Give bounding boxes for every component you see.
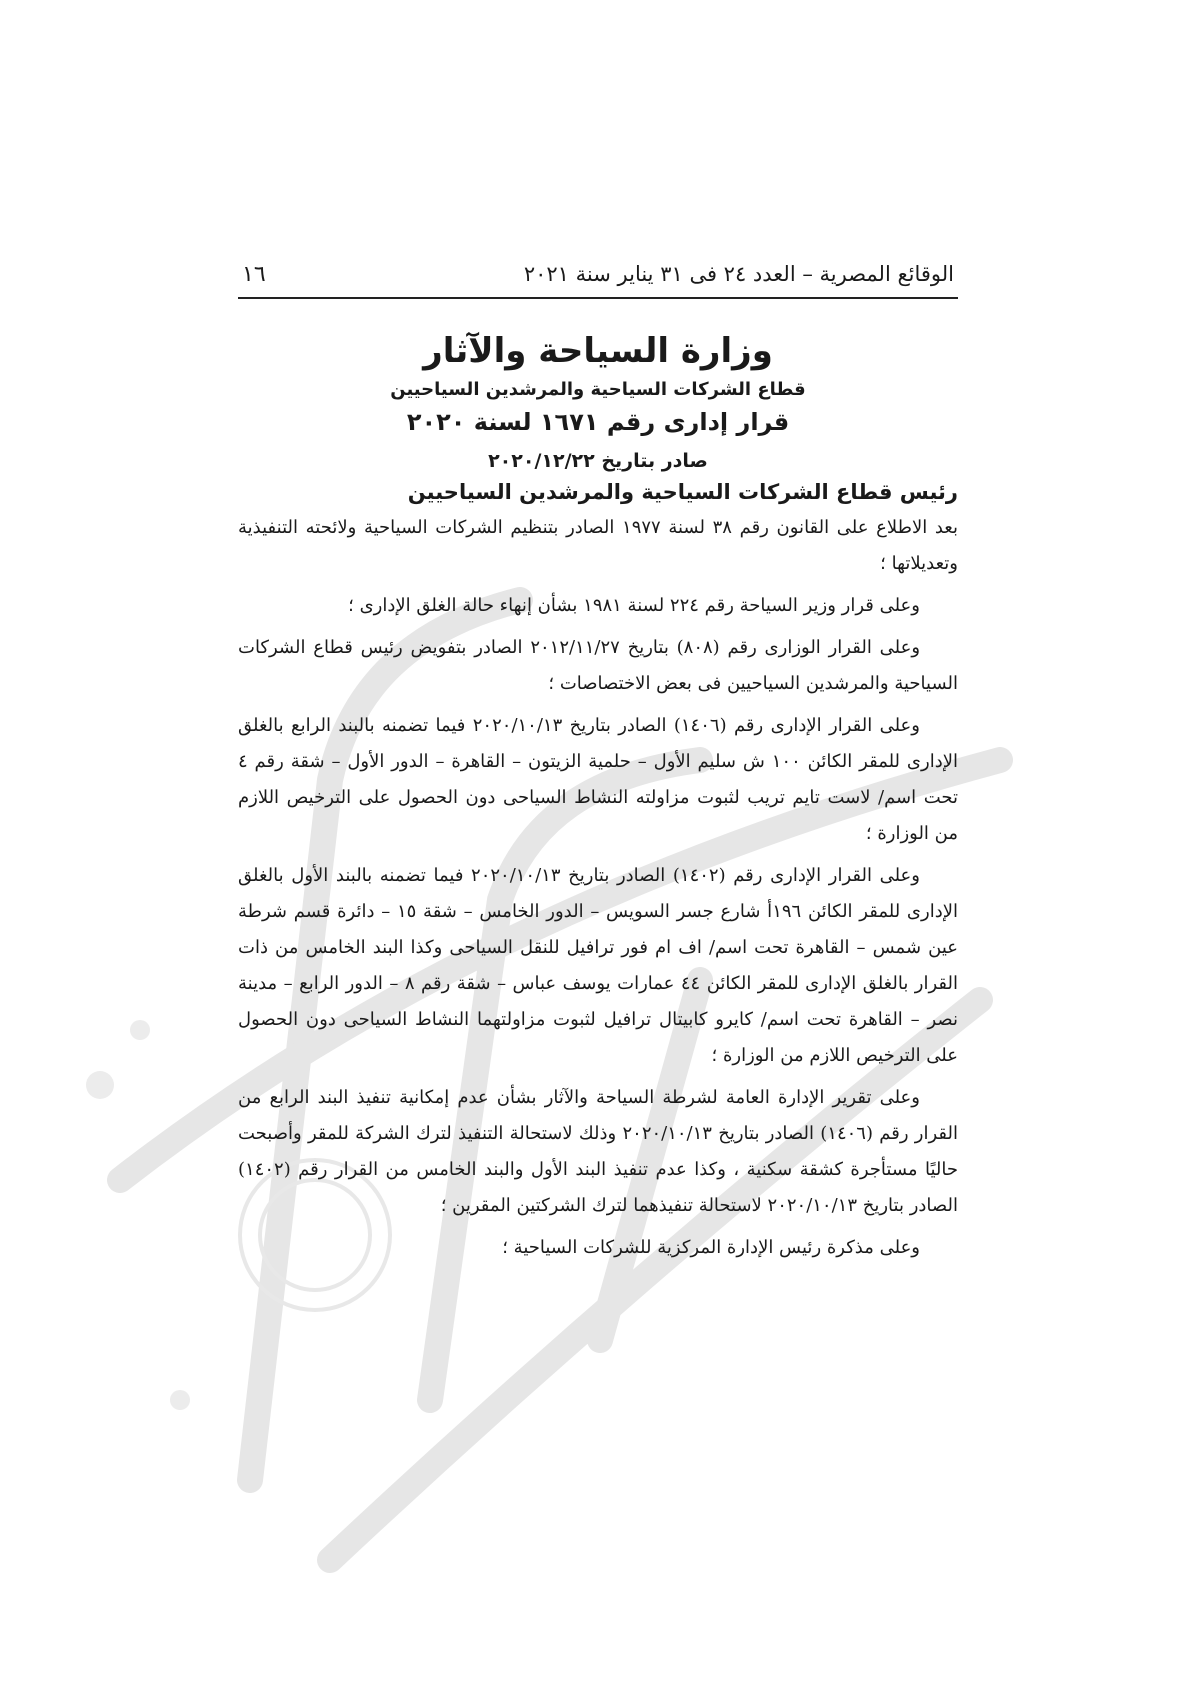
ministry-title: وزارة السياحة والآثار — [423, 331, 773, 371]
preamble-paragraph: وعلى مذكرة رئيس الإدارة المركزية للشركات السياحية ؛ — [502, 1237, 920, 1258]
gazette-page — [238, 262, 958, 1272]
decision-title: قرار إدارى رقم ١٦٧١ لسنة ٢٠٢٠ — [406, 408, 790, 436]
issuer-title: رئيس قطاع الشركات السياحية والمرشدين السياحيين — [407, 480, 958, 504]
page-header — [238, 262, 958, 299]
preamble-paragraph: وعلى تقرير الإدارة العامة لشرطة السياحة والآثار بشأن عدم إمكانية تنفيذ البند الرابع من القرار رقم (١٤٠٦) الصادر بتاريخ ٢٠٢٠/١٠/١٣ وذلك لاستحالة التنفيذ لترك الشركة للمقر وأصبحت حاليًا مستأجرة كشقة سكنية ، وكذا عدم تنفيذ البند الأول والبند الخامس من القرار رقم (١٤٠٢) الصادر بتاريخ ٢٠٢٠/١٠/١٣ لاستحالة تنفيذهما لترك الشركتين المقرين ؛ — [238, 1087, 958, 1216]
preamble-paragraph: وعلى القرار الوزارى رقم (٨٠٨) بتاريخ ٢٠١٢/١١/٢٧ الصادر بتفويض رئيس قطاع الشركات السياحية والمرشدين السياحيين فى بعض الاختصاصات ؛ — [238, 637, 958, 694]
sector-subtitle: قطاع الشركات السياحية والمرشدين السياحيين — [390, 379, 806, 400]
preamble-paragraph: وعلى القرار الإدارى رقم (١٤٠٦) الصادر بتاريخ ٢٠٢٠/١٠/١٣ فيما تضمنه بالبند الرابع بالغلق الإدارى للمقر الكائن ١٠٠ ش سليم الأول – حلمية الزيتون – القاهرة – الدور الأول – شقة رقم ٤ تحت اسم/ لاست تايم تريب لثبوت مزاولته النشاط السياحى دون الحصول على الترخيص اللازم من الوزارة ؛ — [238, 715, 958, 844]
page-number: ١٦ — [242, 262, 266, 287]
preamble-paragraph: وعلى القرار الإدارى رقم (١٤٠٢) الصادر بتاريخ ٢٠٢٠/١٠/١٣ فيما تضمنه بالبند الأول بالغلق الإدارى للمقر الكائن ١٩٦أ شارع جسر السويس – الدور الخامس – شقة ١٥ – دائرة قسم شرطة عين شمس – القاهرة تحت اسم/ اف ام فور ترافيل للنقل السياحى وكذا البند الخامس من ذات القرار بالغلق الإدارى للمقر الكائن ٤٤ عمارات يوسف عباس – شقة رقم ٨ – الدور الرابع – مدينة نصر – القاهرة تحت اسم/ كايرو كابيتال ترافيل لثبوت مزاولتهما النشاط السياحى دون الحصول على الترخيص اللازم من الوزارة ؛ — [238, 865, 959, 1066]
gazette-issue-line: الوقائع المصرية – العدد ٢٤ فى ٣١ يناير سنة ٢٠٢١ — [523, 262, 954, 286]
preamble-paragraph: وعلى قرار وزير السياحة رقم ٢٢٤ لسنة ١٩٨١ بشأن إنهاء حالة الغلق الإدارى ؛ — [348, 595, 920, 616]
decision-body — [238, 510, 958, 1266]
preamble-paragraph: بعد الاطلاع على القانون رقم ٣٨ لسنة ١٩٧٧ الصادر بتنظيم الشركات السياحية ولائحته التنفيذية وتعديلاتها ؛ — [238, 517, 958, 574]
issued-date: صادر بتاريخ ٢٠٢٠/١٢/٢٢ — [488, 450, 708, 472]
